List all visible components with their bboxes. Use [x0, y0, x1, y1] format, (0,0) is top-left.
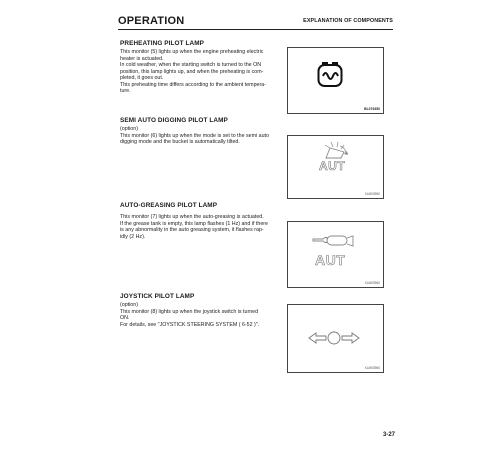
semi-auto-figure — [287, 135, 384, 199]
auto-greasing-figure — [287, 221, 384, 288]
aut-label: AUT — [319, 159, 346, 173]
preheating-figure — [287, 47, 384, 114]
text-line: pleted, it goes out. — [120, 75, 164, 81]
text-line: position, this lamp lights up, and when the preheating is com- — [120, 68, 264, 75]
text-line: For details, see "JOYSTICK STEERING SYSTEM ( 6-52 )". — [120, 321, 260, 328]
text-line: In cold weather, when the starting switch is turned to the ON — [120, 62, 262, 68]
text-line: This monitor (8) lights up when the joystick switch is turned — [120, 308, 259, 315]
text-line: If the grease tank is empty, this lamp flashes (1 Hz) and if there — [120, 220, 268, 227]
preheating-coil-icon — [288, 48, 383, 113]
text-line: ture. — [120, 88, 131, 94]
text-line: This monitor (5) lights up when the engine preheating electric — [120, 49, 264, 55]
chapter-title: OPERATION — [118, 15, 185, 27]
joystick-title: JOYSTICK PILOT LAMP — [120, 293, 195, 300]
text-line: ON. — [120, 315, 130, 321]
page-number: 3-27 — [382, 432, 395, 438]
figure-id: BL076350 — [364, 107, 380, 111]
semi-auto-body — [120, 126, 284, 146]
text-line: is any abnormality in the auto greasing system, it flashes rap- — [120, 227, 264, 233]
text-line: This preheating time differs according to the ambient tempera- — [120, 81, 266, 88]
semi-auto-title: SEMI AUTO DIGGING PILOT LAMP — [120, 117, 228, 124]
joystick-figure — [287, 304, 384, 373]
auto-greasing-title: AUTO-GREASING PILOT LAMP — [120, 202, 218, 209]
text-line: heater is actuated. — [120, 55, 164, 62]
figure-id: XLM03950 — [364, 192, 380, 196]
text-line: idly (2 Hz). — [120, 233, 146, 240]
figure-id: XLM03960 — [364, 281, 380, 285]
text-line: (option) — [120, 302, 138, 308]
preheating-title: PREHEATING PILOT LAMP — [120, 40, 204, 47]
joystick-body — [120, 302, 284, 328]
preheating-body — [120, 49, 284, 95]
text-line: (option) — [120, 126, 138, 132]
text-line: This monitor (7) lights up when the auto-greasing is actuated. — [120, 214, 264, 220]
aut-label: AUT — [315, 252, 346, 268]
auto-greasing-body — [120, 214, 284, 240]
text-line: digging mode and the bucket is automatically tilted. — [120, 139, 240, 145]
text-line: This monitor (6) lights up when the mode is set to the semi auto — [120, 132, 269, 139]
figure-id: XLM03960 — [364, 366, 380, 370]
section-title: EXPLANATION OF COMPONENTS — [303, 18, 393, 24]
joystick-arrows-icon — [288, 305, 383, 372]
header-rule — [118, 29, 393, 30]
